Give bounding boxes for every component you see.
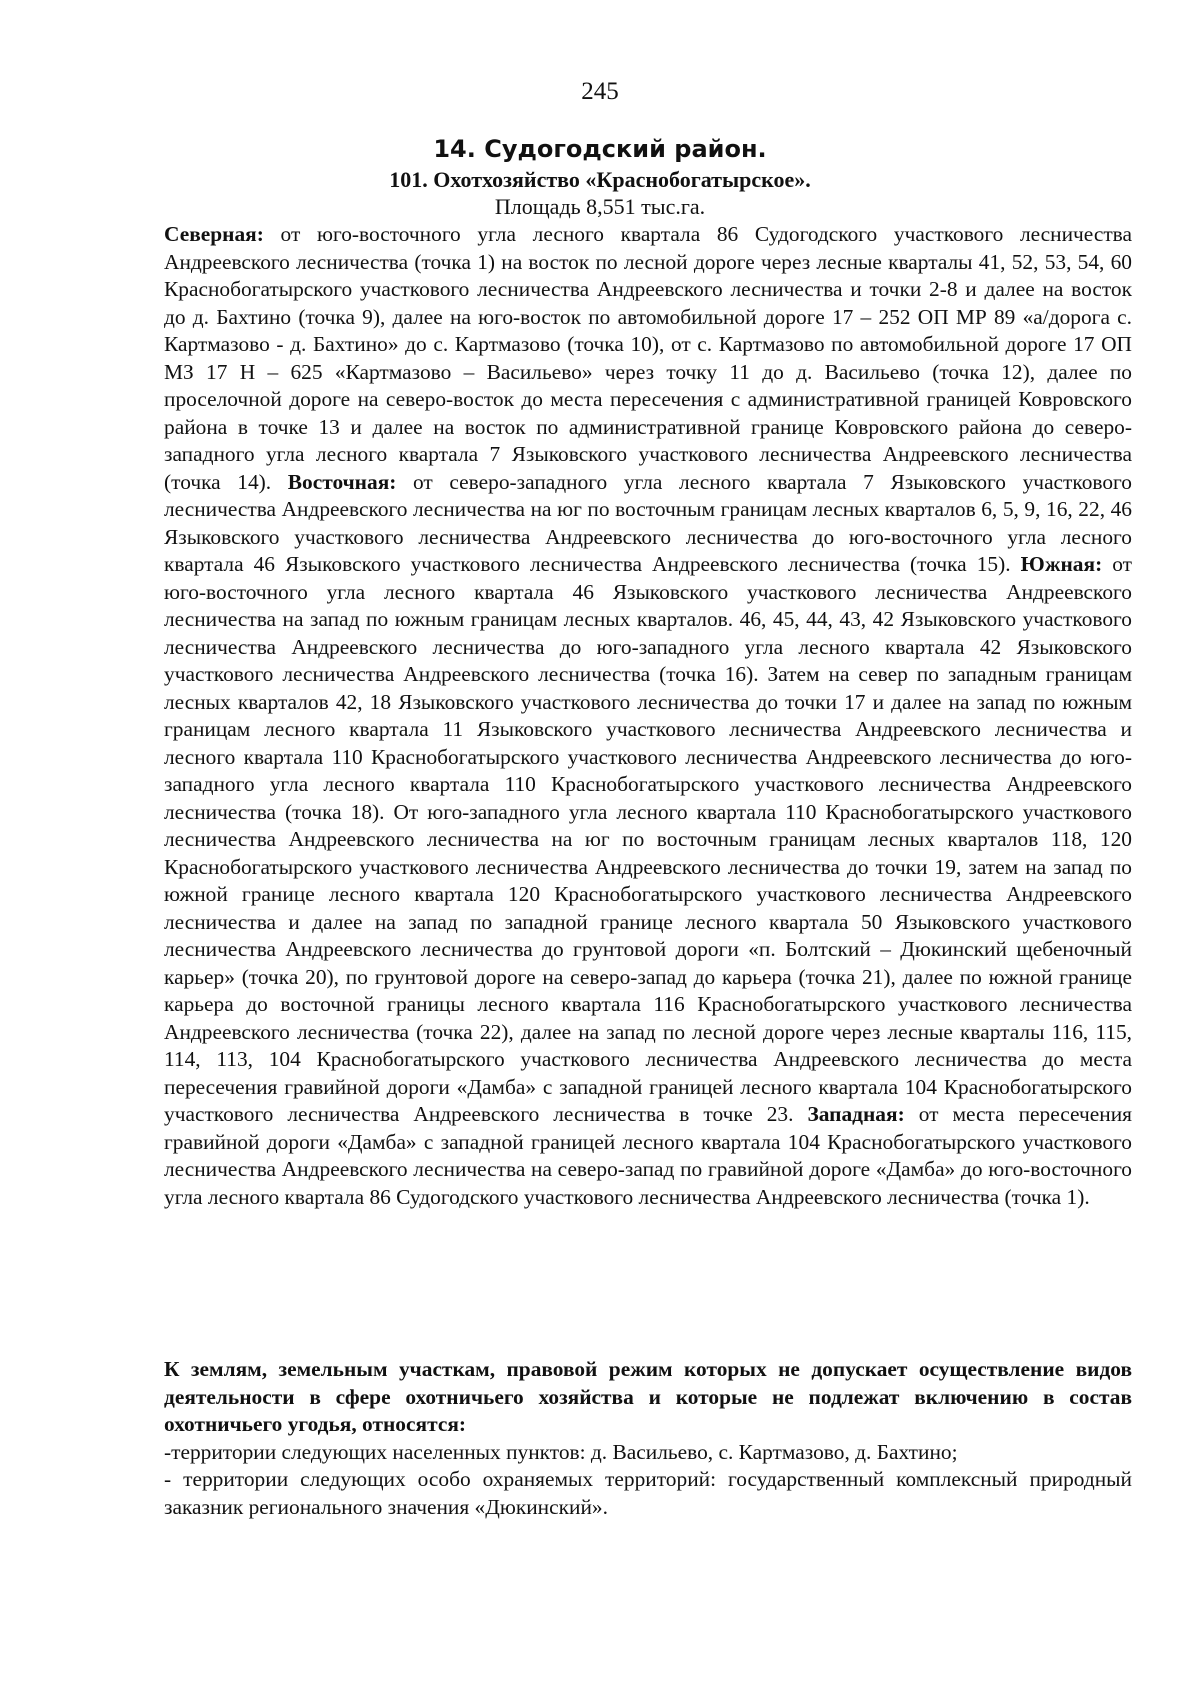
exclusions-heading: К землям, земельным участкам, правовой режим которых не допускает осуществление видов деятельности в сфере охотничьего хозяйства и которые не подлежат включению в состав охотничьего угодья, относятся: bbox=[164, 1357, 1132, 1436]
page-number: 245 bbox=[581, 78, 619, 105]
district-title: 14. Судогодский район. bbox=[433, 135, 767, 163]
south-text: от юго-восточного угла лесного квартала 46 Языковского участкового лесничества Андреевского лесничества на запад по южным границам лесных кварталов. 46, 45, 44, 43, 42 Языковского участкового лесничества Андреевского лесничества до юго-западного угла лесного квартала 42 Языковского участкового лесничества Андреевского лесничества (точка 16). Затем на север по западным границам лесных кварталов 42, 18 Языковского участкового лесничества до точки 17 и далее на запад по южным границам лесного квартала 11 Языковского участкового лесничества Андреевского лесничества и лесного квартала 110 Краснобогатырского участкового лесничества Андреевского лесничества до юго-западного угла лесного квартала 110 Краснобогатырского участкового лесничества Андреевского лесничества (точка 18). От юго-западного угла лесного квартала 110 Краснобогатырского участкового лесничества Андреевского лесничества на юг по восточным границам лесных кварталов 118, 120 Краснобогатырского участкового лесничества Андреевского лесничества до точки 19, затем на запад по южной границе лесного квартала 120 Краснобогатырского участкового лесничества Андреевского лесничества и далее на запад по западной границе лесного квартала 50 Языковского участкового лесничества Андреевского лесничества до грунтовой дороги «п. Болтский – Дюкинский щебеночный карьер» (точка 20), по грунтовой дороге на северо-запад до карьера (точка 21), далее по южной границе карьера до восточной границы лесного квартала 116 Краснобогатырского участкового лесничества Андреевского лесничества (точка 22), далее на запад по лесной дороге через лесные кварталы 116, 115, 114, 113, 104 Краснобогатырского участкового лесничества Андреевского лесничества до места пересечения гравийной дороги «Дамба» с западной границей лесного квартала 104 Краснобогатырского участкового лесничества Андреевского лесничества в точке 23. bbox=[164, 552, 1133, 1126]
boundary-description bbox=[164, 221, 1132, 1211]
farm-title: 101. Охотхозяйство «Краснобогатырское». bbox=[389, 167, 811, 192]
north-text: от юго-восточного угла лесного квартала 86 Судогодского участкового лесничества Андреевского лесничества (точка 1) на восток по лесной дороге через лесные кварталы 41, 52, 53, 54, 60 Краснобогатырского участкового лесничества Андреевского лесничества и точки 2-8 и далее на восток до д. Бахтино (точка 9), далее на юго-восток по автомобильной дороге 17 – 252 ОП МР 89 «а/дорога с. Картмазово - д. Бахтино» до с. Картмазово (точка 10), от с. Картмазово по автомобильной дороге 17 ОП МЗ 17 Н – 625 «Картмазово – Васильево» через точку 11 до д. Васильево (точка 12), далее по проселочной дороге на северо-восток до места пересечения с административной границей Ковровского района в точке 13 и далее на восток по административной границе Ковровского района до северо-западного угла лесного квартала 7 Языковского участкового лесничества Андреевского лесничества (точка 14). bbox=[164, 222, 1132, 494]
west-text: от места пересечения гравийной дороги «Дамба» с западной границей лесного квартала 104 Краснобогатырского участкового лесничества Андреевского лесничества на северо-запад по гравийной дороге «Дамба» до юго-восточного угла лесного квартала 86 Судогодского участкового лесничества Андреевского лесничества (точка 1). bbox=[164, 1102, 1132, 1209]
south-label: Южная: bbox=[1020, 552, 1103, 576]
west-label: Западная: bbox=[807, 1102, 905, 1126]
area-line: Площадь 8,551 тыс.га. bbox=[494, 194, 706, 219]
east-text: от северо-западного угла лесного квартала 7 Языковского участкового лесничества Андреевского лесничества на юг по восточным границам лесных кварталов 6, 5, 9, 16, 22, 46 Языковского участкового лесничества Андреевского лесничества до юго-восточного угла лесного квартала 46 Языковского участкового лесничества Андреевского лесничества (точка 15). bbox=[164, 469, 1132, 576]
east-label: Восточная: bbox=[287, 469, 397, 494]
north-label: Северная: bbox=[164, 222, 264, 246]
exclusion-item: -территории следующих населенных пунктов: д. Васильево, с. Картмазово, д. Бахтино; bbox=[164, 1439, 958, 1464]
exclusions-section bbox=[164, 1356, 1132, 1521]
exclusion-item: - территории следующих особо охраняемых территорий: государственный комплексный природный заказник регионального значения «Дюкинский». bbox=[164, 1467, 1132, 1519]
